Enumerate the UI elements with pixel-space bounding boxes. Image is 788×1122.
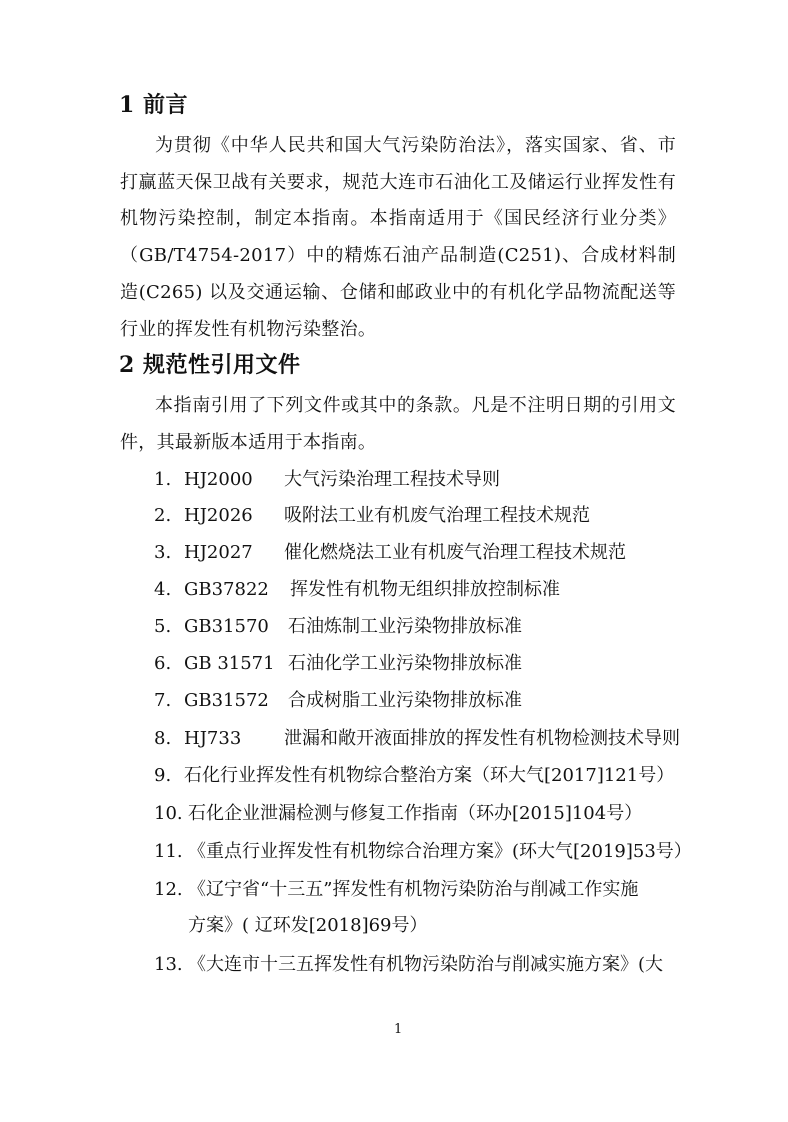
reference-title: 挥发性有机物无组织排放控制标准 (290, 579, 560, 600)
reference-number: 6. (154, 653, 172, 674)
reference-item (154, 834, 692, 870)
reference-title: 催化燃烧法工业有机废气治理工程技术规范 (284, 542, 626, 563)
reference-item (154, 609, 684, 645)
reference-title: 吸附法工业有机废气治理工程技术规范 (284, 505, 590, 526)
reference-item (154, 498, 684, 534)
reference-item (154, 462, 684, 498)
section-heading-normative-references: 2 规范性引用文件 (119, 352, 301, 378)
reference-title: 大气污染治理工程技术导则 (284, 469, 500, 490)
reference-item (154, 872, 684, 944)
reference-item (154, 646, 684, 682)
reference-title: 《重点行业挥发性有机物综合治理方案》(环大气[2019]53号） (188, 841, 692, 862)
reference-code: HJ733 (184, 728, 242, 749)
page-number: 1 (394, 1022, 403, 1037)
references-intro-paragraph: 本指南引用了下列文件或其中的条款。凡是不注明日期的引用文件，其最新版本适用于本指南。 (120, 395, 676, 453)
reference-title-wrap (188, 872, 638, 944)
reference-item (154, 535, 684, 571)
reference-item (154, 758, 684, 794)
reference-number: 13. (154, 954, 183, 975)
reference-title: 石油化学工业污染物排放标准 (288, 653, 522, 674)
reference-title: 《大连市十三五挥发性有机物污染防治与削减实施方案》(大 (188, 954, 664, 975)
reference-number: 12. (154, 879, 183, 900)
reference-number: 1. (154, 469, 172, 490)
reference-code: GB 31571 (184, 653, 275, 674)
reference-title: 《辽宁省“十三五”挥发性有机物污染防治与削减工作实施 (188, 879, 639, 900)
reference-title: 石化企业泄漏检测与修复工作指南（环办[2015]104号） (188, 803, 643, 824)
reference-code: HJ2027 (184, 542, 253, 563)
reference-number: 7. (154, 690, 172, 711)
reference-code: HJ2026 (184, 505, 253, 526)
reference-title: 合成树脂工业污染物排放标准 (288, 690, 522, 711)
reference-title: 泄漏和敞开液面排放的挥发性有机物检测技术导则 (284, 728, 680, 749)
foreword-paragraph: 为贯彻《中华人民共和国大气污染防治法》，落实国家、省、市打赢蓝天保卫战有关要求，规范大连市石油化工及储运行业挥发性有机物污染控制，制定本指南。本指南适用于《国民经济行业分类》（GB/T4754-2017）中的精炼石油产品制造(C251)、合成材料制造(C265) 以及交通运输、仓储和邮政业中的有机化学品物流配送等行业的挥发性有机物污染整治。 (120, 135, 676, 340)
reference-number: 9. (154, 765, 172, 786)
reference-title-continuation: 方案》( 辽环发[2018]69号） (188, 915, 428, 936)
reference-item (154, 796, 684, 832)
reference-item (154, 947, 684, 983)
reference-item (154, 721, 684, 757)
reference-title: 石油炼制工业污染物排放标准 (288, 616, 522, 637)
reference-number: 5. (154, 616, 172, 637)
reference-code: HJ2000 (184, 469, 253, 490)
reference-code: GB31570 (184, 616, 269, 637)
reference-number: 10. (154, 803, 183, 824)
reference-number: 2. (154, 505, 172, 526)
reference-number: 3. (154, 542, 172, 563)
reference-item (154, 683, 684, 719)
reference-number: 4. (154, 579, 172, 600)
reference-code: GB31572 (184, 690, 269, 711)
reference-number: 8. (154, 728, 172, 749)
reference-item (154, 572, 684, 608)
reference-number: 11. (154, 841, 183, 862)
reference-code: GB37822 (184, 579, 269, 600)
section-heading-foreword: 1 前言 (119, 92, 188, 118)
reference-title: 石化行业挥发性有机物综合整治方案（环大气[2017]121号） (184, 765, 675, 786)
